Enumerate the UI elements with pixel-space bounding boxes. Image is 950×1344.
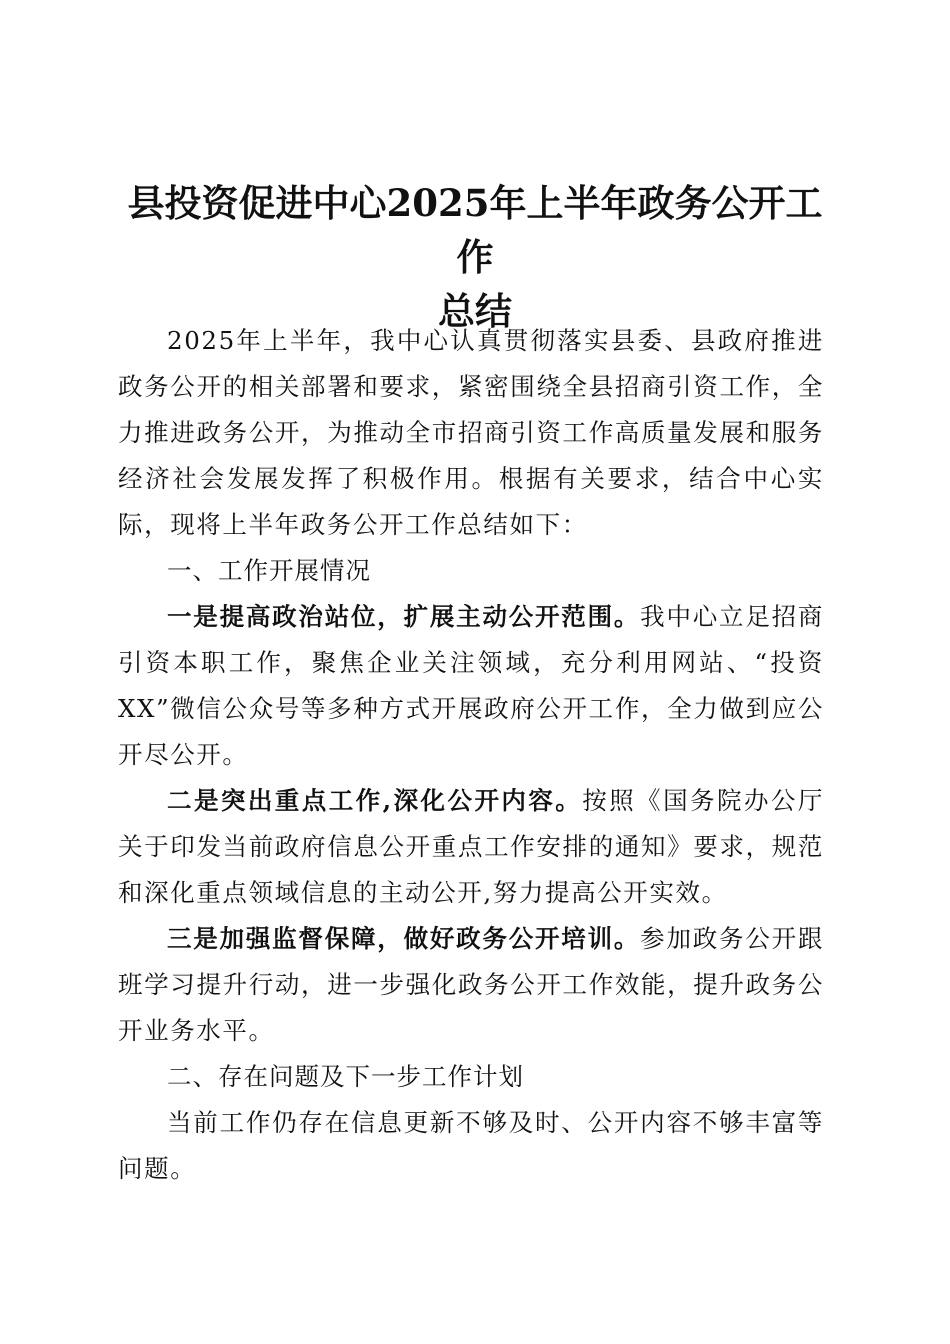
title-line-2: 总结: [438, 289, 512, 333]
item-lead-2: 二是突出重点工作,深化公开内容。: [167, 786, 583, 815]
closing-paragraph: 当前工作仍存在信息更新不够及时、公开内容不够丰富等问题。: [118, 1108, 824, 1183]
intro-paragraph: 2025年上半年，我中心认真贯彻落实县委、县政府推进政务公开的相关部署和要求，紧密围绕全县招商引资工作，全力推进政务公开，为推动全市招商引资工作高质量发展和服务经济社会发展发挥了积极作用。根据有关要求，结合中心实际，现将上半年政务公开工作总结如下：: [118, 326, 824, 539]
item-text-2: 按照《国务院办公厅关于印发当前政府信息公开重点工作安排的通知》要求，规范和深化重点领域信息的主动公开,努力提高公开实效。: [118, 786, 824, 907]
item-lead-1: 一是提高政治站位，扩展主动公开范围。: [167, 602, 641, 631]
section-heading-2: 二、存在问题及下一步工作计划: [167, 1062, 524, 1091]
document-title: [110, 176, 840, 338]
item-text-1: 我中心立足招商引资本职工作，聚焦企业关注领域，充分利用网站、“投资XX”微信公众号等多种方式开展政府公开工作，全力做到应公开尽公开。: [118, 602, 824, 769]
item-lead-3: 三是加强监督保障，做好政务公开培训。: [167, 924, 641, 953]
item-paragraph-3: [118, 916, 824, 1054]
title-line-1: 县投资促进中心2025年上半年政务公开工作: [127, 181, 823, 279]
item-text-3: 参加政务公开跟班学习提升行动，进一步强化政务公开工作效能，提升政务公开业务水平。: [118, 924, 824, 1045]
section-heading-1: 一、工作开展情况: [167, 556, 371, 585]
item-paragraph-2: [118, 778, 824, 916]
item-paragraph-1: [118, 594, 824, 778]
document-body: [118, 318, 824, 1192]
